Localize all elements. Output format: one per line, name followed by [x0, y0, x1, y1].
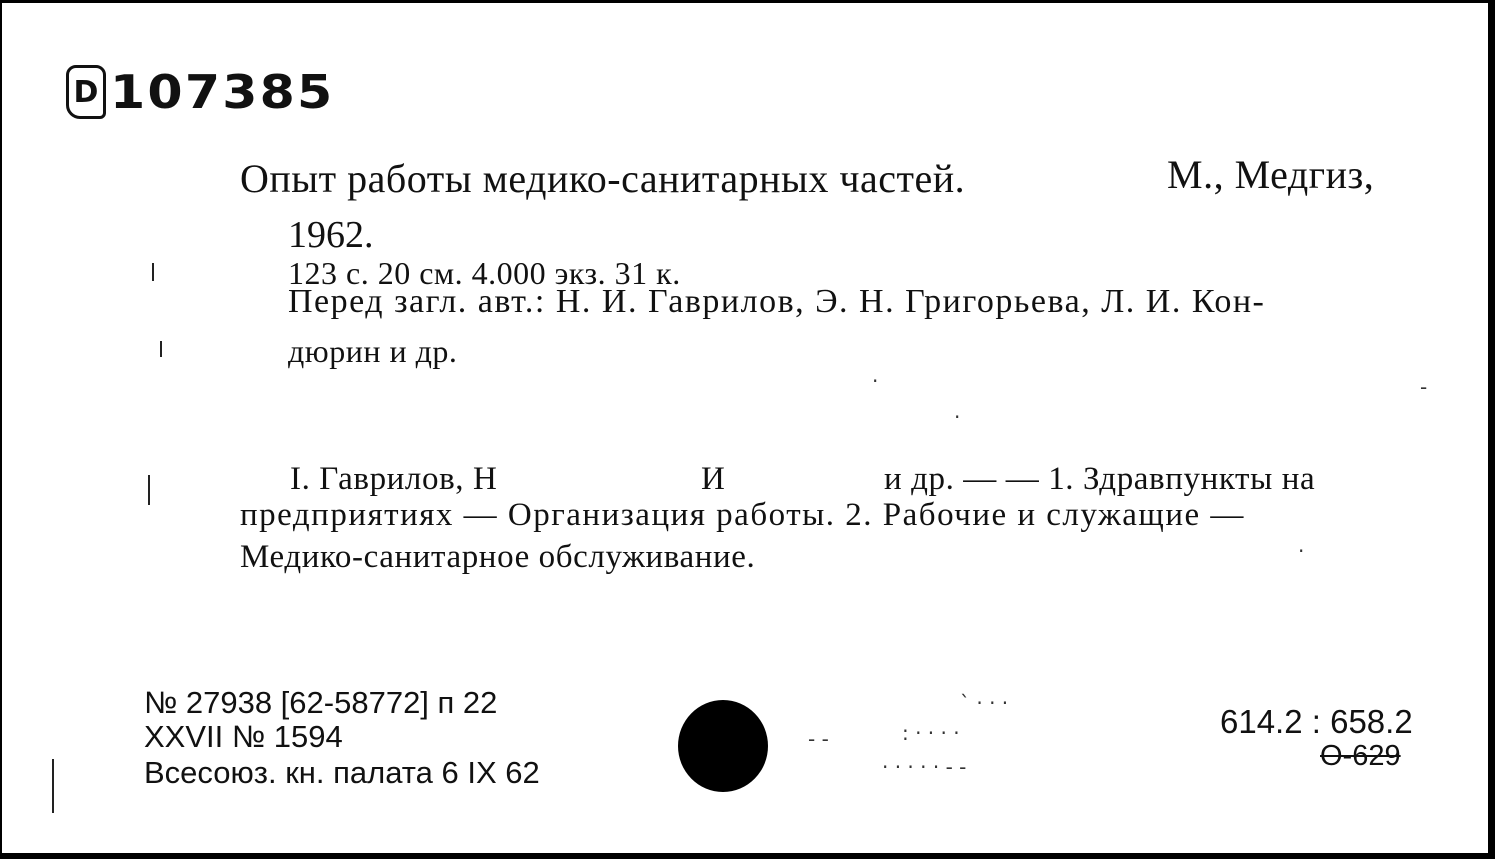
stamp-number: 107385: [110, 65, 335, 119]
speck-mark: ·: [1298, 539, 1305, 563]
physical-description: 123 с. 20 см. 4.000 экз. 31 к.: [288, 255, 681, 291]
subject-heading-initial: И: [701, 461, 726, 497]
punch-hole: [678, 700, 768, 792]
speck-mark: - -: [808, 727, 829, 751]
margin-mark: [52, 759, 54, 813]
classification-code: 614.2 : 658.2: [1220, 703, 1413, 740]
publisher: М., Медгиз,: [1167, 152, 1375, 197]
speck-mark: ·: [872, 369, 879, 393]
margin-mark: [160, 341, 162, 357]
speck-mark: ·: [954, 405, 961, 429]
volume-number: XXVII № 1594: [144, 719, 343, 754]
margin-mark: [148, 475, 150, 505]
subject-heading-topic-1: и др. — — 1. Здравпункты на: [884, 461, 1316, 497]
speck-mark: · · · · · - -: [882, 755, 967, 779]
publication-year: 1962.: [288, 214, 374, 256]
speck-mark: ` · · ·: [960, 691, 1009, 715]
catalog-card: [2, 3, 1488, 853]
chamber-imprint: Всесоюз. кн. палата 6 IX 62: [144, 755, 540, 790]
inventory-stamp: [66, 65, 335, 119]
speck-mark: : · · · ·: [902, 721, 960, 745]
book-title: Опыт работы медико-санитарных частей.: [240, 156, 966, 201]
subject-heading-topic-3: Медико-санитарное обслуживание.: [240, 539, 756, 575]
margin-mark: [152, 263, 154, 281]
card-registry-number: № 27938 [62-58772] п 22: [144, 685, 498, 720]
speck-mark: -: [1420, 375, 1428, 399]
author-sign: О-629: [1320, 740, 1401, 772]
authors-line-1: Перед загл. авт.: Н. И. Гаврилов, Э. Н. Григорьева, Л. И. Кон-: [288, 283, 1266, 320]
stamp-icon: D: [66, 65, 106, 119]
subject-heading-topic-2: предприятиях — Организация работы. 2. Рабочие и служащие —: [240, 497, 1245, 533]
authors-line-2: дюрин и др.: [288, 333, 458, 369]
subject-heading-author: I. Гаврилов, Н: [290, 461, 498, 497]
